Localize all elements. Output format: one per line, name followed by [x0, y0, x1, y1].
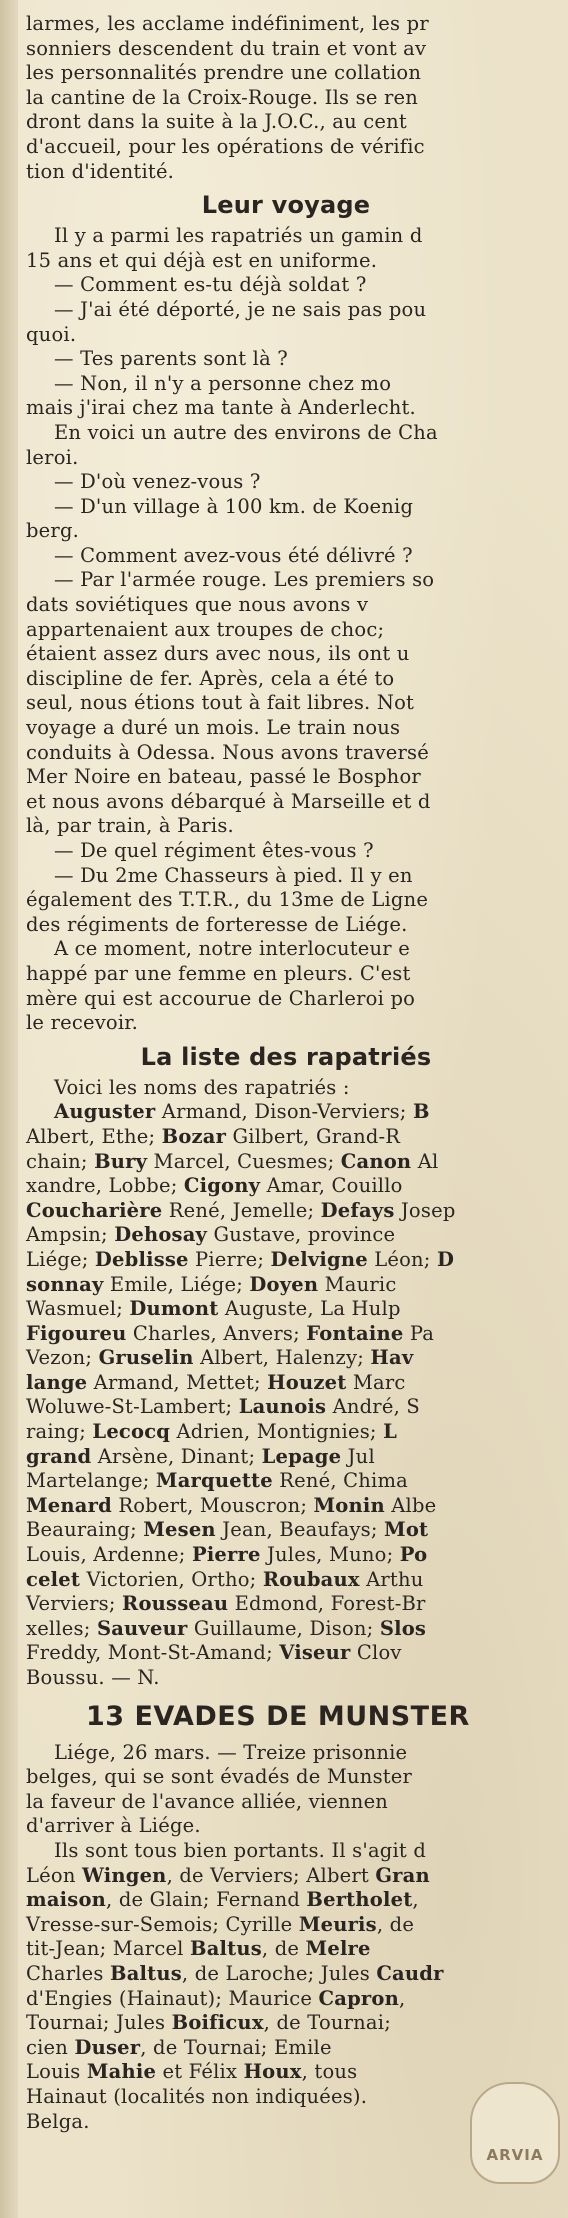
section-liste-body — [26, 1076, 568, 1691]
text-line: xandre, Lobbe; Cigony Amar, Couillo — [26, 1174, 403, 1198]
text-line: — D'où venez-vous ? — [54, 470, 261, 494]
section-heading-voyage: Leur voyage — [201, 191, 371, 220]
text-line: Verviers; Rousseau Edmond, Forest-Br — [26, 1592, 426, 1616]
archive-stamp-logo — [470, 2082, 560, 2184]
text-line: celet Victorien, Ortho; Roubaux Arthu — [26, 1567, 424, 1591]
stamp-text: ARVIA — [486, 2146, 544, 2164]
text-line: d'Engies (Hainaut); Maurice Capron, — [26, 1986, 406, 2010]
text-line: Liége; Deblisse Pierre; Delvigne Léon; D — [26, 1247, 455, 1271]
text-line: A ce moment, notre interlocuteur e — [54, 937, 410, 961]
text-line: berg. — [26, 519, 80, 543]
text-line: — Comment avez-vous été délivré ? — [54, 543, 413, 567]
text-line: appartenaient aux troupes de choc; — [26, 617, 385, 641]
text-line: Beauraing; Mesen Jean, Beaufays; Mot — [26, 1518, 429, 1542]
text-line: Charles Baltus, de Laroche; Jules Caudr — [26, 1961, 444, 1985]
text-line: les personnalités prendre une collation — [26, 61, 422, 85]
text-line: leroi. — [26, 445, 79, 469]
text-line: tion d'identité. — [26, 159, 175, 183]
text-line: Hainaut (localités non indiquées). — [26, 2084, 368, 2108]
text-line: voyage a duré un mois. Le train nous — [26, 716, 401, 740]
section-voyage-body — [26, 224, 568, 1036]
text-line: Il y a parmi les rapatriés un gamin d — [54, 224, 423, 248]
text-line: larmes, les acclame indéfiniment, les pr — [26, 12, 429, 35]
text-line: sonniers descendent du train et vont av — [26, 36, 427, 60]
text-line: Coucharière René, Jemelle; Defays Josep — [26, 1198, 456, 1222]
intro-paragraph — [26, 12, 568, 184]
text-line: dats soviétiques que nous avons v — [26, 593, 369, 617]
text-line: discipline de fer. Après, cela a été to — [26, 666, 395, 690]
section-heading-liste: La liste des rapatriés — [140, 1042, 432, 1071]
text-line: là, par train, à Paris. — [26, 814, 234, 838]
text-line: sonnay Emile, Liége; Doyen Mauric — [26, 1272, 397, 1296]
text-line: chain; Bury Marcel, Cuesmes; Canon Al — [26, 1149, 439, 1173]
text-line: mais j'irai chez ma tante à Anderlecht. — [26, 396, 416, 420]
text-line: dront dans la suite à la J.O.C., au cent — [26, 110, 407, 134]
text-line: d'arriver à Liége. — [26, 1814, 201, 1838]
text-line: tit-Jean; Marcel Baltus, de Melre — [26, 1937, 371, 1961]
text-line: — Du 2me Chasseurs à pied. Il y en — [54, 863, 413, 887]
text-line: grand Arsène, Dinant; Lepage Jul — [26, 1444, 375, 1468]
text-line: seul, nous étions tout à fait libres. Not — [26, 691, 415, 715]
text-line: la cantine de la Croix-Rouge. Ils se ren — [26, 85, 418, 109]
text-line: Martelange; Marquette René, Chima — [26, 1469, 408, 1493]
text-line: En voici un autre des environs de Cha — [54, 420, 438, 444]
text-line: Ils sont tous bien portants. Il s'agit d — [54, 1838, 427, 1862]
text-line: Vresse-sur-Semois; Cyrille Meuris, de — [26, 1912, 415, 1936]
section-heading-munster: 13 EVADES DE MUNSTER — [86, 1700, 470, 1732]
text-line: — Tes parents sont là ? — [54, 347, 288, 371]
text-line: Woluwe-St-Lambert; Launois André, S — [26, 1395, 420, 1419]
text-line: Voici les noms des rapatriés : — [54, 1075, 350, 1099]
text-line: raing; Lecocq Adrien, Montignies; L — [26, 1420, 397, 1444]
text-line: Auguster Armand, Dison-Verviers; B — [54, 1100, 430, 1124]
text-line: également des T.T.R., du 13me de Ligne — [26, 888, 429, 912]
paper-edge — [0, 0, 18, 2218]
text-line: Ampsin; Dehosay Gustave, province — [26, 1223, 396, 1247]
text-line: 15 ans et qui déjà est en uniforme. — [26, 248, 378, 272]
text-line: happé par une femme en pleurs. C'est — [26, 961, 411, 985]
text-line: cien Duser, de Tournai; Emile — [26, 2035, 332, 2059]
section-munster-body — [26, 1741, 568, 2135]
text-line: belges, qui se sont évadés de Munster — [26, 1765, 413, 1789]
text-line: maison, de Glain; Fernand Bertholet, — [26, 1888, 419, 1912]
text-line: Léon Wingen, de Verviers; Albert Gran — [26, 1863, 430, 1887]
text-line: des régiments de forteresse de Liége. — [26, 912, 408, 936]
text-line: — Comment es-tu déjà soldat ? — [54, 273, 367, 297]
text-line: la faveur de l'avance alliée, viennen — [26, 1789, 389, 1813]
text-line: lange Armand, Mettet; Houzet Marc — [26, 1370, 406, 1394]
article-column — [26, 12, 568, 2134]
text-line: Liége, 26 mars. — Treize prisonnie — [54, 1740, 408, 1764]
text-line: mère qui est accourue de Charleroi po — [26, 986, 416, 1010]
text-line: — J'ai été déporté, je ne sais pas pou — [54, 297, 427, 321]
text-line: Menard Robert, Mouscron; Monin Albe — [26, 1493, 437, 1517]
text-line: — Par l'armée rouge. Les premiers so — [54, 568, 435, 592]
text-line: — D'un village à 100 km. de Koenig — [54, 494, 414, 518]
text-line: — De quel régiment êtes-vous ? — [54, 839, 374, 862]
text-line: Albert, Ethe; Bozar Gilbert, Grand-R — [26, 1124, 401, 1148]
text-line: xelles; Sauveur Guillaume, Dison; Slos — [26, 1616, 427, 1640]
text-line: le recevoir. — [26, 1011, 139, 1035]
text-line: conduits à Odessa. Nous avons traversé — [26, 740, 429, 764]
text-line: Figoureu Charles, Anvers; Fontaine Pa — [26, 1321, 435, 1345]
text-line: Boussu. — N. — [26, 1666, 160, 1689]
text-line: étaient assez durs avec nous, ils ont u — [26, 642, 410, 666]
text-line: Tournai; Jules Boificux, de Tournai; — [26, 2011, 391, 2035]
text-line: quoi. — [26, 322, 77, 346]
text-line: Wasmuel; Dumont Auguste, La Hulp — [26, 1297, 401, 1321]
text-line: Louis, Ardenne; Pierre Jules, Muno; Po — [26, 1543, 428, 1567]
text-line: Freddy, Mont-St-Amand; Viseur Clov — [26, 1641, 402, 1665]
text-line: Louis Mahie et Félix Houx, tous — [26, 2060, 358, 2084]
text-line: d'accueil, pour les opérations de vérific — [26, 134, 425, 158]
text-line: — Non, il n'y a personne chez mo — [54, 371, 392, 395]
text-line: Mer Noire en bateau, passé le Bosphor — [26, 765, 421, 789]
text-line: Vezon; Gruselin Albert, Halenzy; Hav — [26, 1346, 414, 1370]
text-line: et nous avons débarqué à Marseille et d — [26, 789, 431, 813]
text-line: Belga. — [26, 2109, 90, 2133]
